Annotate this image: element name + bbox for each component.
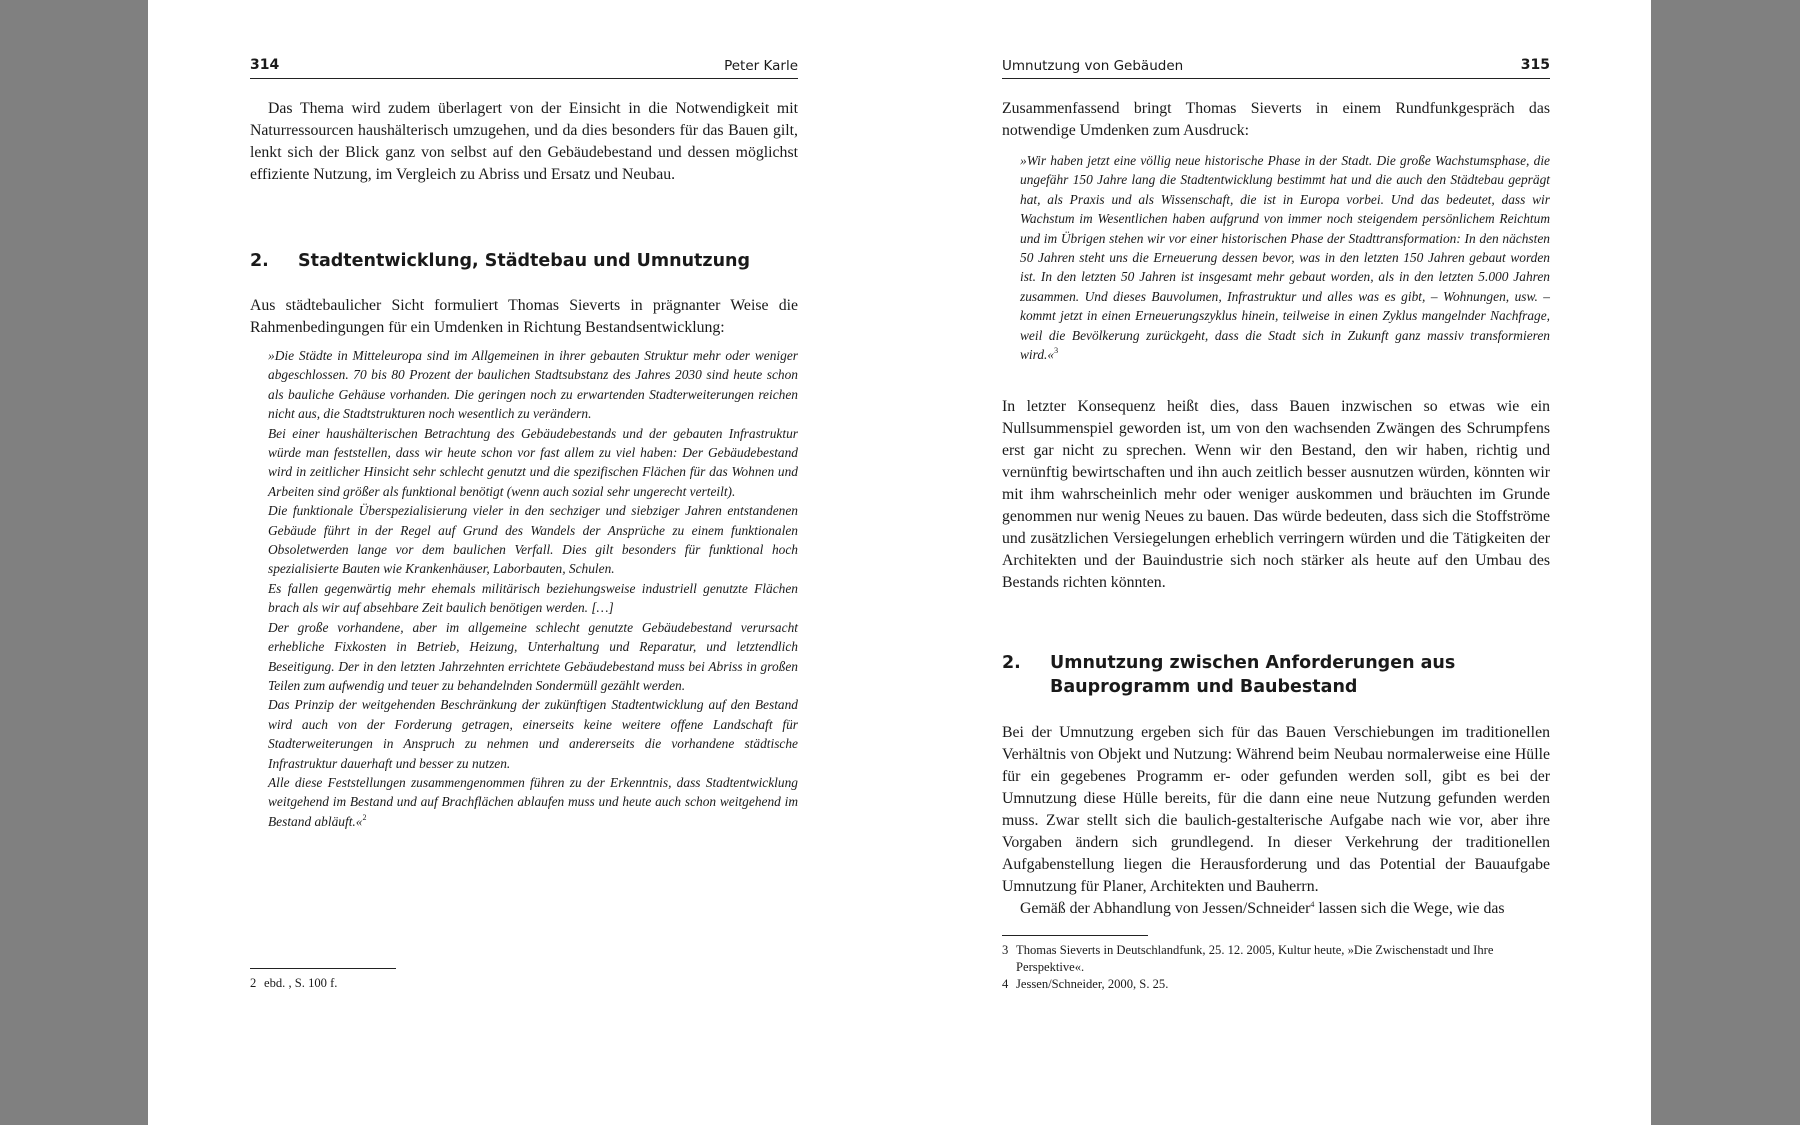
page-number: 315 [1520,57,1550,73]
footnotes [1002,942,1550,993]
quote-paragraph: Das Prinzip der weitgehenden Beschränkung der zukünftigen Stadtentwicklung auf den Bestand wird auch von der Forderung getragen, einerseits keine weitere offene Landschaft für Stadterweiterungen in Anspruch zu nehmen und andererseits die vorhandene städtische Infrastruktur dauerhaft und besser zu nutzen. [268,697,798,771]
footnote: 2 ebd. , S. 100 f. [250,976,338,990]
block-quote [268,346,798,831]
block-quote [1020,151,1550,364]
quote-paragraph: Bei einer haushälterischen Betrachtung des Gebäudebestands und der gebauten Infrastruktur würde man feststellen, dass wir heute schon vor fast allem zu viel haben: Der Gebäudebestand wird in zeitlicher Hinsicht sehr schlecht genutzt und die spezifischen Flächen für das Wohnen und Arbeiten sind größer als funktional benötigt (wenn auch sozial sehr ungerecht verteilt). [268,425,798,499]
quote-paragraph: Der große vorhandene, aber im allgemeine schlecht genutzte Gebäudebestand verursacht erhebliche Fixkosten in Betrieb, Heizung, Unterhaltung und Reparatur, und letztendlich Beseitigung. Der in den letzten Jahrzehnten errichtete Gebäudebestand muss bei Abriss in großen Teilen zum aufwendig und teuer zu behandelnden Sondermüll gezählt werden. [268,619,798,693]
running-title: Umnutzung von Gebäuden [1002,58,1184,74]
footnote-ref[interactable]: 4 [1310,900,1315,909]
section-title: Stadtentwicklung, Städtebau und Umnutzung [298,251,751,271]
quote-paragraph: »Wir haben jetzt eine völlig neue historische Phase in der Stadt. Die große Wachstumsphase, die ungefähr 150 Jahre lang die Stadtentwicklung bestimmt hat und die auch den Städtebau geprägt hat, als Praxis und als Wissenschaft, die ist in Europa vorbei. Und das bedeutet, dass wir Wachstum im Wesentlichen haben aufgrund von immer noch steigendem persönlichem Reichtum und im Übrigen stehen wir vor einer historischen Phase der Stadttransformation: In den nächsten 50 Jahren steht uns die Erneuerung dessen bevor, was in den letzten 150 Jahren gebaut worden ist. In den letzten 50 Jahren ist insgesamt mehr gebaut worden, als in den letzten 5.000 Jahren zusammen. Und dieses Bauvolumen, Infrastruktur und alles was es gibt, – Wohnungen, usw. – kommt jetzt in einen Erneuerungszyklus hinein, teilweise in einen Zyklus mangelnder Nachfrage, weil die Bevölkerung zurückgeht, dass die Stadt sich in Zukunft ganz massiv transformieren wird.«$^3$ [1020,153,1550,363]
footnote-ref[interactable]: 2 [362,812,367,822]
section-title: Umnutzung zwischen Anforderungen aus Bauprogramm und Baubestand [1050,653,1456,697]
left-page [250,0,798,1125]
section-heading [250,249,798,273]
footnote: 4 Jessen/Schneider, 2000, S. 25. [1002,977,1169,991]
quote-paragraph: Alle diese Feststellungen zusammengenommen führen zu der Erkenntnis, dass Stadtentwicklung weitgehend im Bestand und auf Brachflächen ablaufen muss und heute auch schon weitgehend im Bestand abläuft.«$^2$ [268,774,798,829]
footnote: 3 Thomas Sieverts in Deutschlandfunk, 25. 12. 2005, Kultur heute, »Die Zwischenstadt und Ihre Perspektive«. [1002,943,1494,974]
section-number: 2. [1002,653,1021,673]
section-number: 2. [250,251,269,271]
body-paragraph: In letzter Konsequenz heißt dies, dass Bauen inzwischen so etwas wie ein Nullsummenspiel geworden ist, um von den wachsenden Zwängen des Schrumpfens erst gar nicht zu sprechen. Wenn wir den Bestand, den wir haben, richtig und vernünftig bewirtschaften und ihn auch zeitlich besser ausnutzen würden, könnten wir mit ihm wahrscheinlich mehr oder weniger auskommen und bräuchten im Grunde genommen nur wenig Neues zu bauen. Das würde bedeuten, dass sich die Stoffströme und zusätzlichen Versiegelungen erheblich verringern würden und die Tätigkeiten der Architekten und der Bauindustrie sich noch stärker als heute auf den Umbau des Bestands richten könnten. [1002,398,1550,591]
running-title: Peter Karle [724,58,798,74]
quote-paragraph: »Die Städte in Mitteleuropa sind im Allgemeinen in ihrer gebauten Struktur mehr oder weniger abgeschlossen. 70 bis 80 Prozent der baulichen Stadtsubstanz des Jahres 2030 sind heute schon als bauliche Gehäuse vorhanden. Die geringen noch zu erwartenden Stadterweiterungen reichen nicht aus, die Stadtstrukturen noch wesentlich zu verändern. [268,348,798,422]
footnotes [250,975,798,992]
right-page [1002,0,1550,1125]
lead-paragraph: Zusammenfassend bringt Thomas Sieverts in einem Rundfunkgespräch das notwendige Umdenken zum Ausdruck: [1002,100,1550,139]
body-paragraph: Bei der Umnutzung ergeben sich für das Bauen Verschiebungen im traditionellen Verhältnis von Objekt und Nutzung: Während beim Neubau normalerweise eine Hülle für ein gegebenes Programm er- oder gefunden werden soll, gibt es bei der Umnutzung diese Hülle bereits, für die dann eine neue Nutzung gefunden werden muss. Zwar stellt sich die baulich-gestalterische Aufgabe nach wie vor, aber ihre Vorgaben ändern sich grundlegend. In dieser Verkehrung der traditionellen Aufgabenstellung liegen die Herausforderung und das Potential der Bauaufgabe Umnutzung für Planer, Architekten und Bauherrn. Gemäß der Abhandlung von Jessen/Schneider$^4$ lassen sich die Wege, wie das [1002,722,1550,920]
quote-paragraph: Es fallen gegenwärtig mehr ehemals militärisch beziehungsweise industriell genutzte Flächen brach als wir auf absehbare Zeit baulich benötigen werden. […] [268,580,798,616]
footnote-divider [250,968,396,969]
footnote-ref[interactable]: 3 [1054,346,1059,356]
quote-paragraph: Die funktionale Überspezialisierung vieler in den sechziger und siebziger Jahren entstandenen Gebäude führt in der Regel auf Grund des Wandels der Ansprüche zu einem funktionalen Obsoletwerden lange vor dem baulichen Verfall. Dies gilt besonders für funktional hoch spezialisierte Bauten wie Krankenhäuser, Laborbauten, Schulen. [268,503,798,577]
section-heading [1002,651,1550,699]
body-paragraph-continued: Gemäß der Abhandlung von Jessen/Schneider$^4$ lassen sich die Wege, wie das [1020,900,1505,917]
page-number: 314 [250,57,280,73]
footnote-divider [1002,935,1148,936]
book-spread [148,0,1651,1125]
running-head [1002,56,1550,79]
intro-paragraph: Das Thema wird zudem überlagert von der Einsicht in die Notwendigkeit mit Naturressourcen haushälterisch umzugehen, und da dies besonders für das Bauen gilt, lenkt sich der Blick ganz von selbst auf den Gebäudebestand und dessen möglichst effiziente Nutzung, im Vergleich zu Abriss und Ersatz und Neubau. [250,100,798,183]
lead-paragraph: Aus städtebaulicher Sicht formuliert Thomas Sieverts in prägnanter Weise die Rahmenbedingungen für ein Umdenken in Richtung Bestandsentwicklung: [250,297,798,336]
running-head [250,56,798,79]
